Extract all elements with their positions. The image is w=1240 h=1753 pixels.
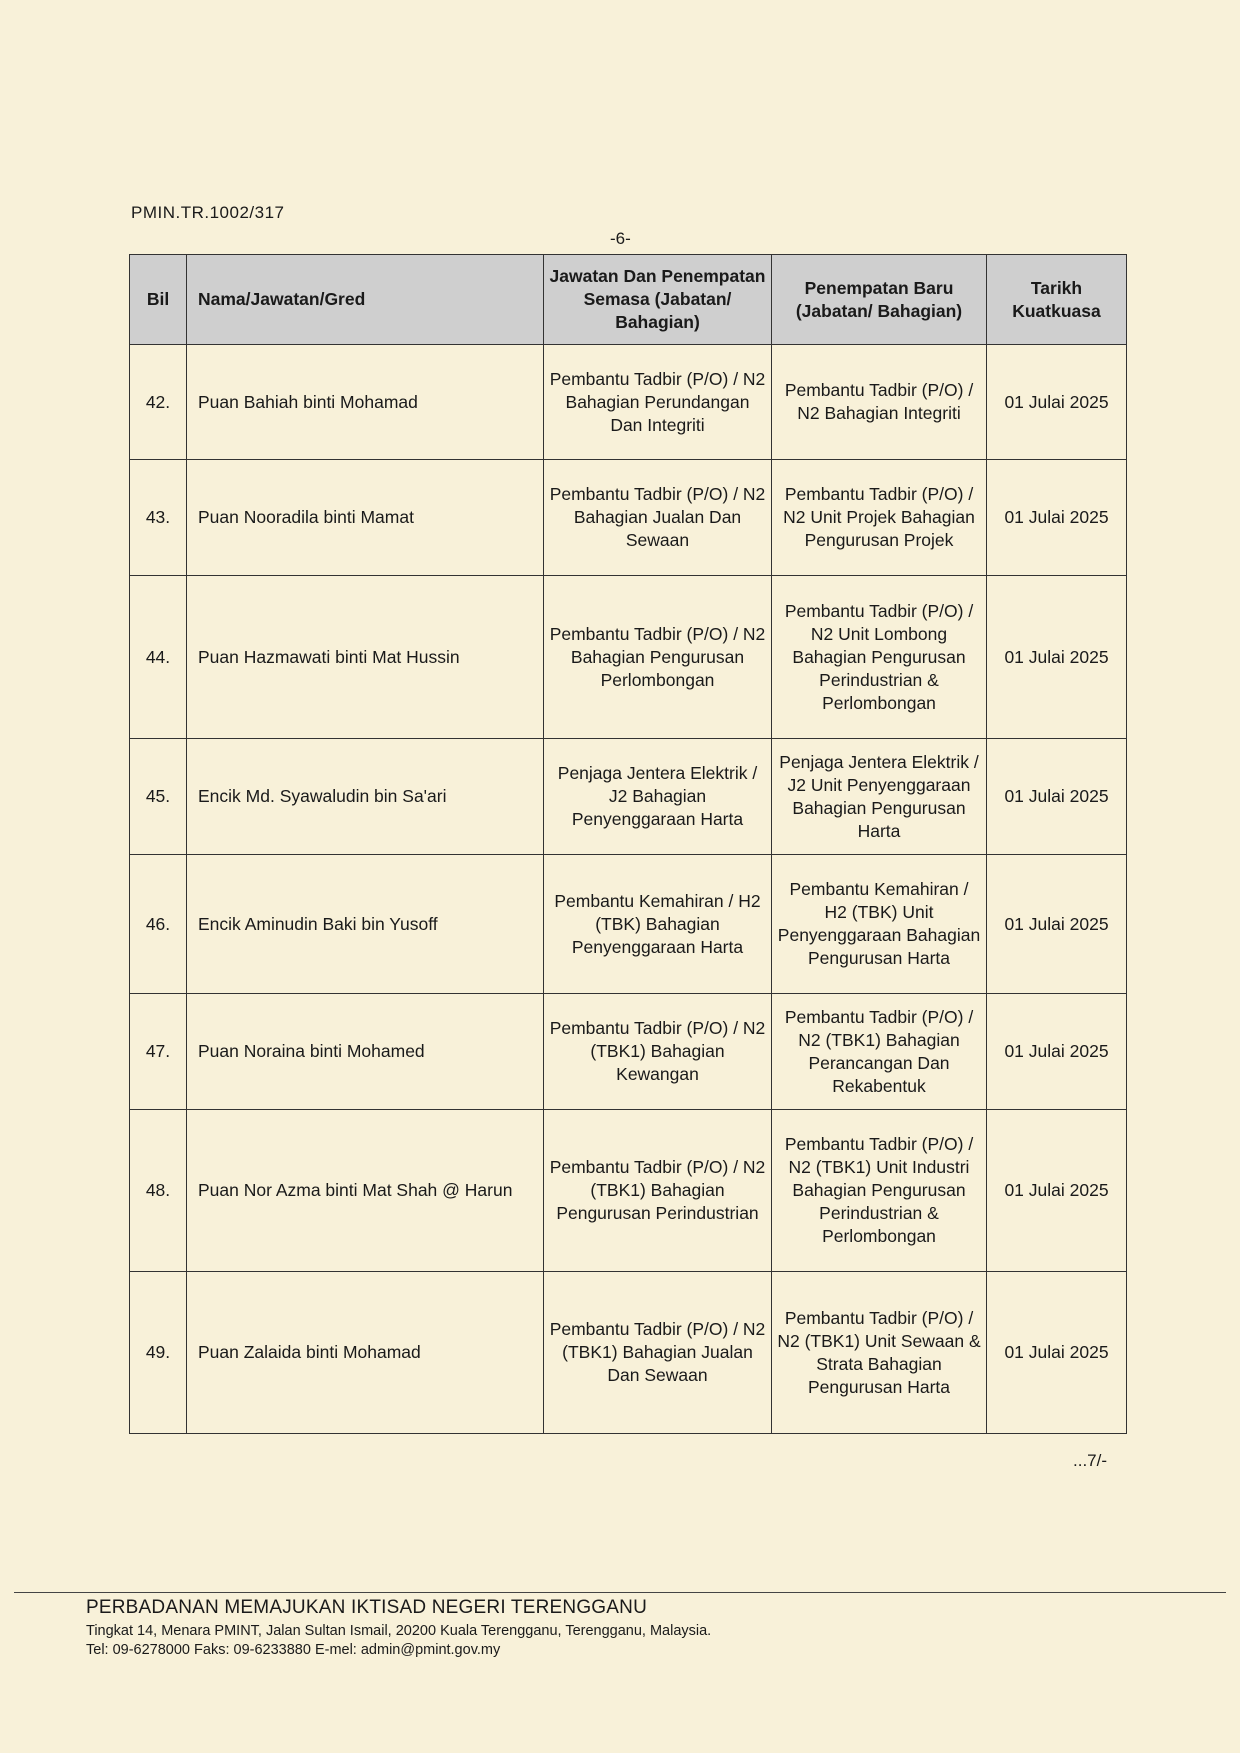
row-number: 49. (130, 1272, 187, 1434)
column-header-bil: Bil (130, 255, 187, 345)
effective-date: 01 Julai 2025 (987, 1272, 1127, 1434)
new-placement: Pembantu Tadbir (P/O) / N2 Unit Projek Bahagian Pengurusan Projek (772, 460, 987, 576)
row-number: 45. (130, 739, 187, 855)
row-number: 43. (130, 460, 187, 576)
new-placement: Pembantu Tadbir (P/O) / N2 (TBK1) Unit Sewaan & Strata Bahagian Pengurusan Harta (772, 1272, 987, 1434)
table-row (130, 1110, 1127, 1272)
table-row (130, 460, 1127, 576)
new-placement: Pembantu Tadbir (P/O) / N2 Unit Lombong Bahagian Pengurusan Perindustrian & Perlombongan (772, 576, 987, 739)
employee-name: Encik Md. Syawaludin bin Sa'ari (187, 739, 544, 855)
table-row (130, 994, 1127, 1110)
effective-date: 01 Julai 2025 (987, 345, 1127, 460)
table-row (130, 855, 1127, 994)
effective-date: 01 Julai 2025 (987, 460, 1127, 576)
row-number: 44. (130, 576, 187, 739)
employee-name: Puan Nooradila binti Mamat (187, 460, 544, 576)
current-placement: Pembantu Tadbir (P/O) / N2 (TBK1) Bahagian Pengurusan Perindustrian (544, 1110, 772, 1272)
page-number: -6- (610, 229, 631, 248)
footer-divider (14, 1592, 1226, 1593)
current-placement: Pembantu Tadbir (P/O) / N2 Bahagian Jualan Dan Sewaan (544, 460, 772, 576)
row-number: 42. (130, 345, 187, 460)
effective-date: 01 Julai 2025 (987, 994, 1127, 1110)
placement-table (129, 254, 1127, 1434)
column-header-current-placement: Jawatan Dan Penempatan Semasa (Jabatan/ Bahagian) (544, 255, 772, 345)
employee-name: Puan Nor Azma binti Mat Shah @ Harun (187, 1110, 544, 1272)
new-placement: Pembantu Kemahiran / H2 (TBK) Unit Penyenggaraan Bahagian Pengurusan Harta (772, 855, 987, 994)
effective-date: 01 Julai 2025 (987, 739, 1127, 855)
employee-name: Encik Aminudin Baki bin Yusoff (187, 855, 544, 994)
effective-date: 01 Julai 2025 (987, 1110, 1127, 1272)
organization-address: Tingkat 14, Menara PMINT, Jalan Sultan Ismail, 20200 Kuala Terengganu, Terengganu, Malaysia. (86, 1623, 712, 1639)
column-header-new-placement: Penempatan Baru (Jabatan/ Bahagian) (772, 255, 987, 345)
current-placement: Pembantu Tadbir (P/O) / N2 (TBK1) Bahagian Kewangan (544, 994, 772, 1110)
new-placement: Pembantu Tadbir (P/O) / N2 (TBK1) Bahagian Perancangan Dan Rekabentuk (772, 994, 987, 1110)
current-placement: Pembantu Tadbir (P/O) / N2 Bahagian Pengurusan Perlombongan (544, 576, 772, 739)
current-placement: Pembantu Kemahiran / H2 (TBK) Bahagian Penyenggaraan Harta (544, 855, 772, 994)
employee-name: Puan Zalaida binti Mohamad (187, 1272, 544, 1434)
current-placement: Penjaga Jentera Elektrik / J2 Bahagian Penyenggaraan Harta (544, 739, 772, 855)
table-row (130, 576, 1127, 739)
new-placement: Penjaga Jentera Elektrik / J2 Unit Penyenggaraan Bahagian Pengurusan Harta (772, 739, 987, 855)
row-number: 48. (130, 1110, 187, 1272)
effective-date: 01 Julai 2025 (987, 576, 1127, 739)
table-row (130, 1272, 1127, 1434)
employee-name: Puan Bahiah binti Mohamad (187, 345, 544, 460)
column-header-name: Nama/Jawatan/Gred (187, 255, 544, 345)
table-row (130, 345, 1127, 460)
employee-name: Puan Noraina binti Mohamed (187, 994, 544, 1110)
current-placement: Pembantu Tadbir (P/O) / N2 Bahagian Perundangan Dan Integriti (544, 345, 772, 460)
continuation-marker: ...7/- (1073, 1451, 1108, 1470)
letterhead-footer (86, 1597, 711, 1660)
organization-contact: Tel: 09-6278000 Faks: 09-6233880 E-mel: admin@pmint.gov.my (86, 1642, 501, 1658)
current-placement: Pembantu Tadbir (P/O) / N2 (TBK1) Bahagian Jualan Dan Sewaan (544, 1272, 772, 1434)
table-header-row (130, 255, 1127, 345)
table-row (130, 739, 1127, 855)
row-number: 46. (130, 855, 187, 994)
row-number: 47. (130, 994, 187, 1110)
new-placement: Pembantu Tadbir (P/O) / N2 (TBK1) Unit Industri Bahagian Pengurusan Perindustrian & Perlombongan (772, 1110, 987, 1272)
effective-date: 01 Julai 2025 (987, 855, 1127, 994)
reference-number: PMIN.TR.1002/317 (131, 203, 285, 222)
employee-name: Puan Hazmawati binti Mat Hussin (187, 576, 544, 739)
new-placement: Pembantu Tadbir (P/O) / N2 Bahagian Integriti (772, 345, 987, 460)
column-header-effective-date: Tarikh Kuatkuasa (987, 255, 1127, 345)
organization-name: PERBADANAN MEMAJUKAN IKTISAD NEGERI TERENGGANU (86, 1597, 647, 1618)
